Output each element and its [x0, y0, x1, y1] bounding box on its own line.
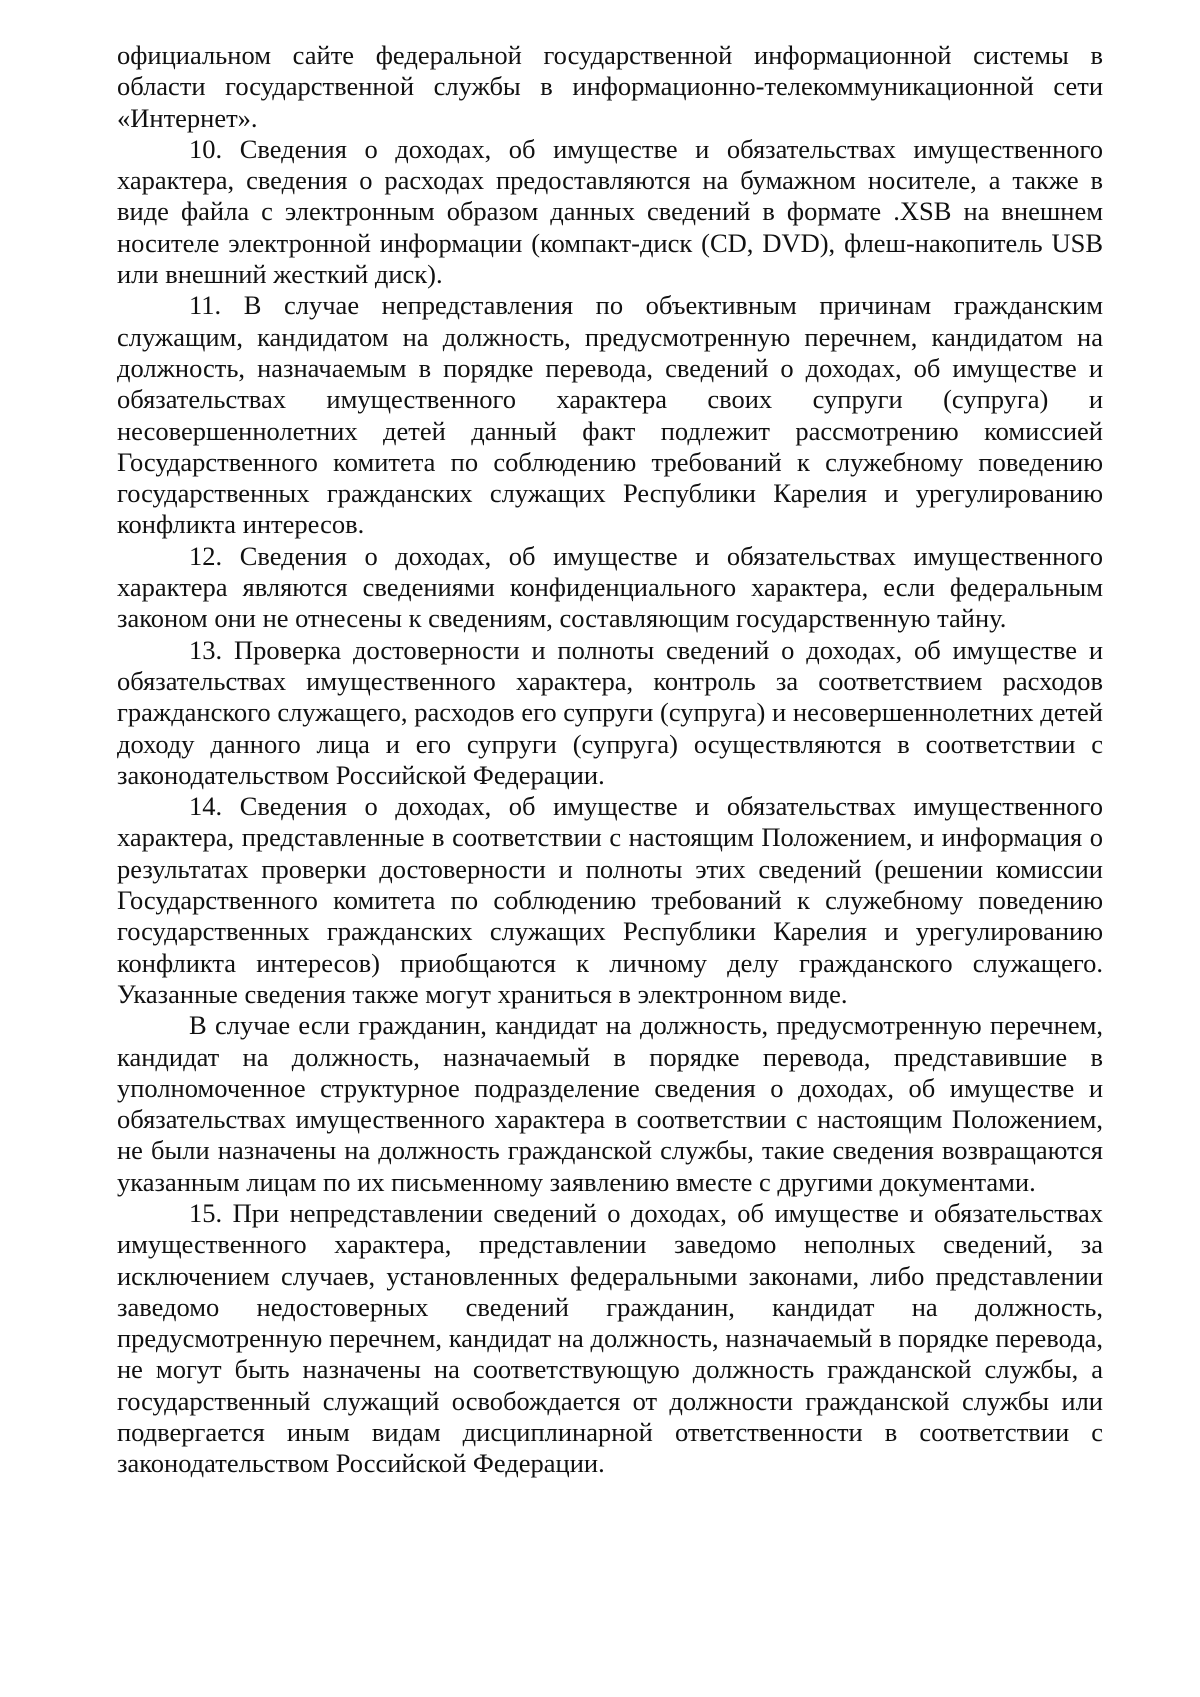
document-page: [117, 40, 1103, 1480]
paragraph-15: 15. При непредставлении сведений о доходах, об имуществе и обязательствах имущественного характера, представлении заведомо неполных сведений, за исключением случаев, установленных федеральными законами, либо представлении заведомо недостоверных сведений гражданин, кандидат на должность, предусмотренную перечнем, кандидат на должность, назначаемый в порядке перевода, не могут быть назначены на соответствующую должность гражданской службы, а государственный служащий освобождается от должности гражданской службы или подвергается иным видам дисциплинарной ответственности в соответствии с законодательством Российской Федерации.: [117, 1197, 1103, 1479]
paragraph-12: 12. Сведения о доходах, об имуществе и обязательствах имущественного характера являются сведениями конфиденциального характера, если федеральным законом они не отнесены к сведениям, составляющим государственную тайну.: [117, 540, 1103, 634]
paragraph-continuation: официальном сайте федеральной государственной информационной системы в области государственной службы в информационно-телекоммуникационной сети «Интернет».: [117, 40, 1103, 133]
paragraph-10: 10. Сведения о доходах, об имуществе и обязательствах имущественного характера, сведения о расходах предоставляются на бумажном носителе, а также в виде файла с электронным образом данных сведений в формате .XSB на внешнем носителе электронной информации (компакт-диск (CD, DVD), флеш-накопитель USB или внешний жесткий диск).: [117, 133, 1103, 290]
paragraph-11: 11. В случае непредставления по объективным причинам гражданским служащим, кандидатом на должность, предусмотренную перечнем, кандидатом на должность, назначаемым в порядке перевода, сведений о доходах, об имуществе и обязательствах имущественного характера своих супруги (супруга) и несовершеннолетних детей данный факт подлежит рассмотрению комиссией Государственного комитета по соблюдению требований к служебному поведению государственных гражданских служащих Республики Карелия и урегулированию конфликта интересов.: [117, 290, 1103, 540]
paragraph-14-continued: В случае если гражданин, кандидат на должность, предусмотренную перечнем, кандидат на должность, назначаемый в порядке перевода, представившие в уполномоченное структурное подразделение сведения о доходах, об имуществе и обязательствах имущественного характера в соответствии с настоящим Положением, не были назначены на должность гражданской службы, такие сведения возвращаются указанным лицам по их письменному заявлению вместе с другими документами.: [117, 1010, 1103, 1197]
paragraph-13: 13. Проверка достоверности и полноты сведений о доходах, об имуществе и обязательствах имущественного характера, контроль за соответствием расходов гражданского служащего, расходов его супруги (супруга) и несовершеннолетних детей доходу данного лица и его супруги (супруга) осуществляются в соответствии с законодательством Российской Федерации.: [117, 634, 1103, 790]
paragraph-14: 14. Сведения о доходах, об имуществе и обязательствах имущественного характера, представленные в соответствии с настоящим Положением, и информация о результатах проверки достоверности и полноты этих сведений (решении комиссии Государственного комитета по соблюдению требований к служебному поведению государственных гражданских служащих Республики Карелия и урегулированию конфликта интересов) приобщаются к личному делу гражданского служащего. Указанные сведения также могут храниться в электронном виде.: [117, 791, 1103, 1009]
